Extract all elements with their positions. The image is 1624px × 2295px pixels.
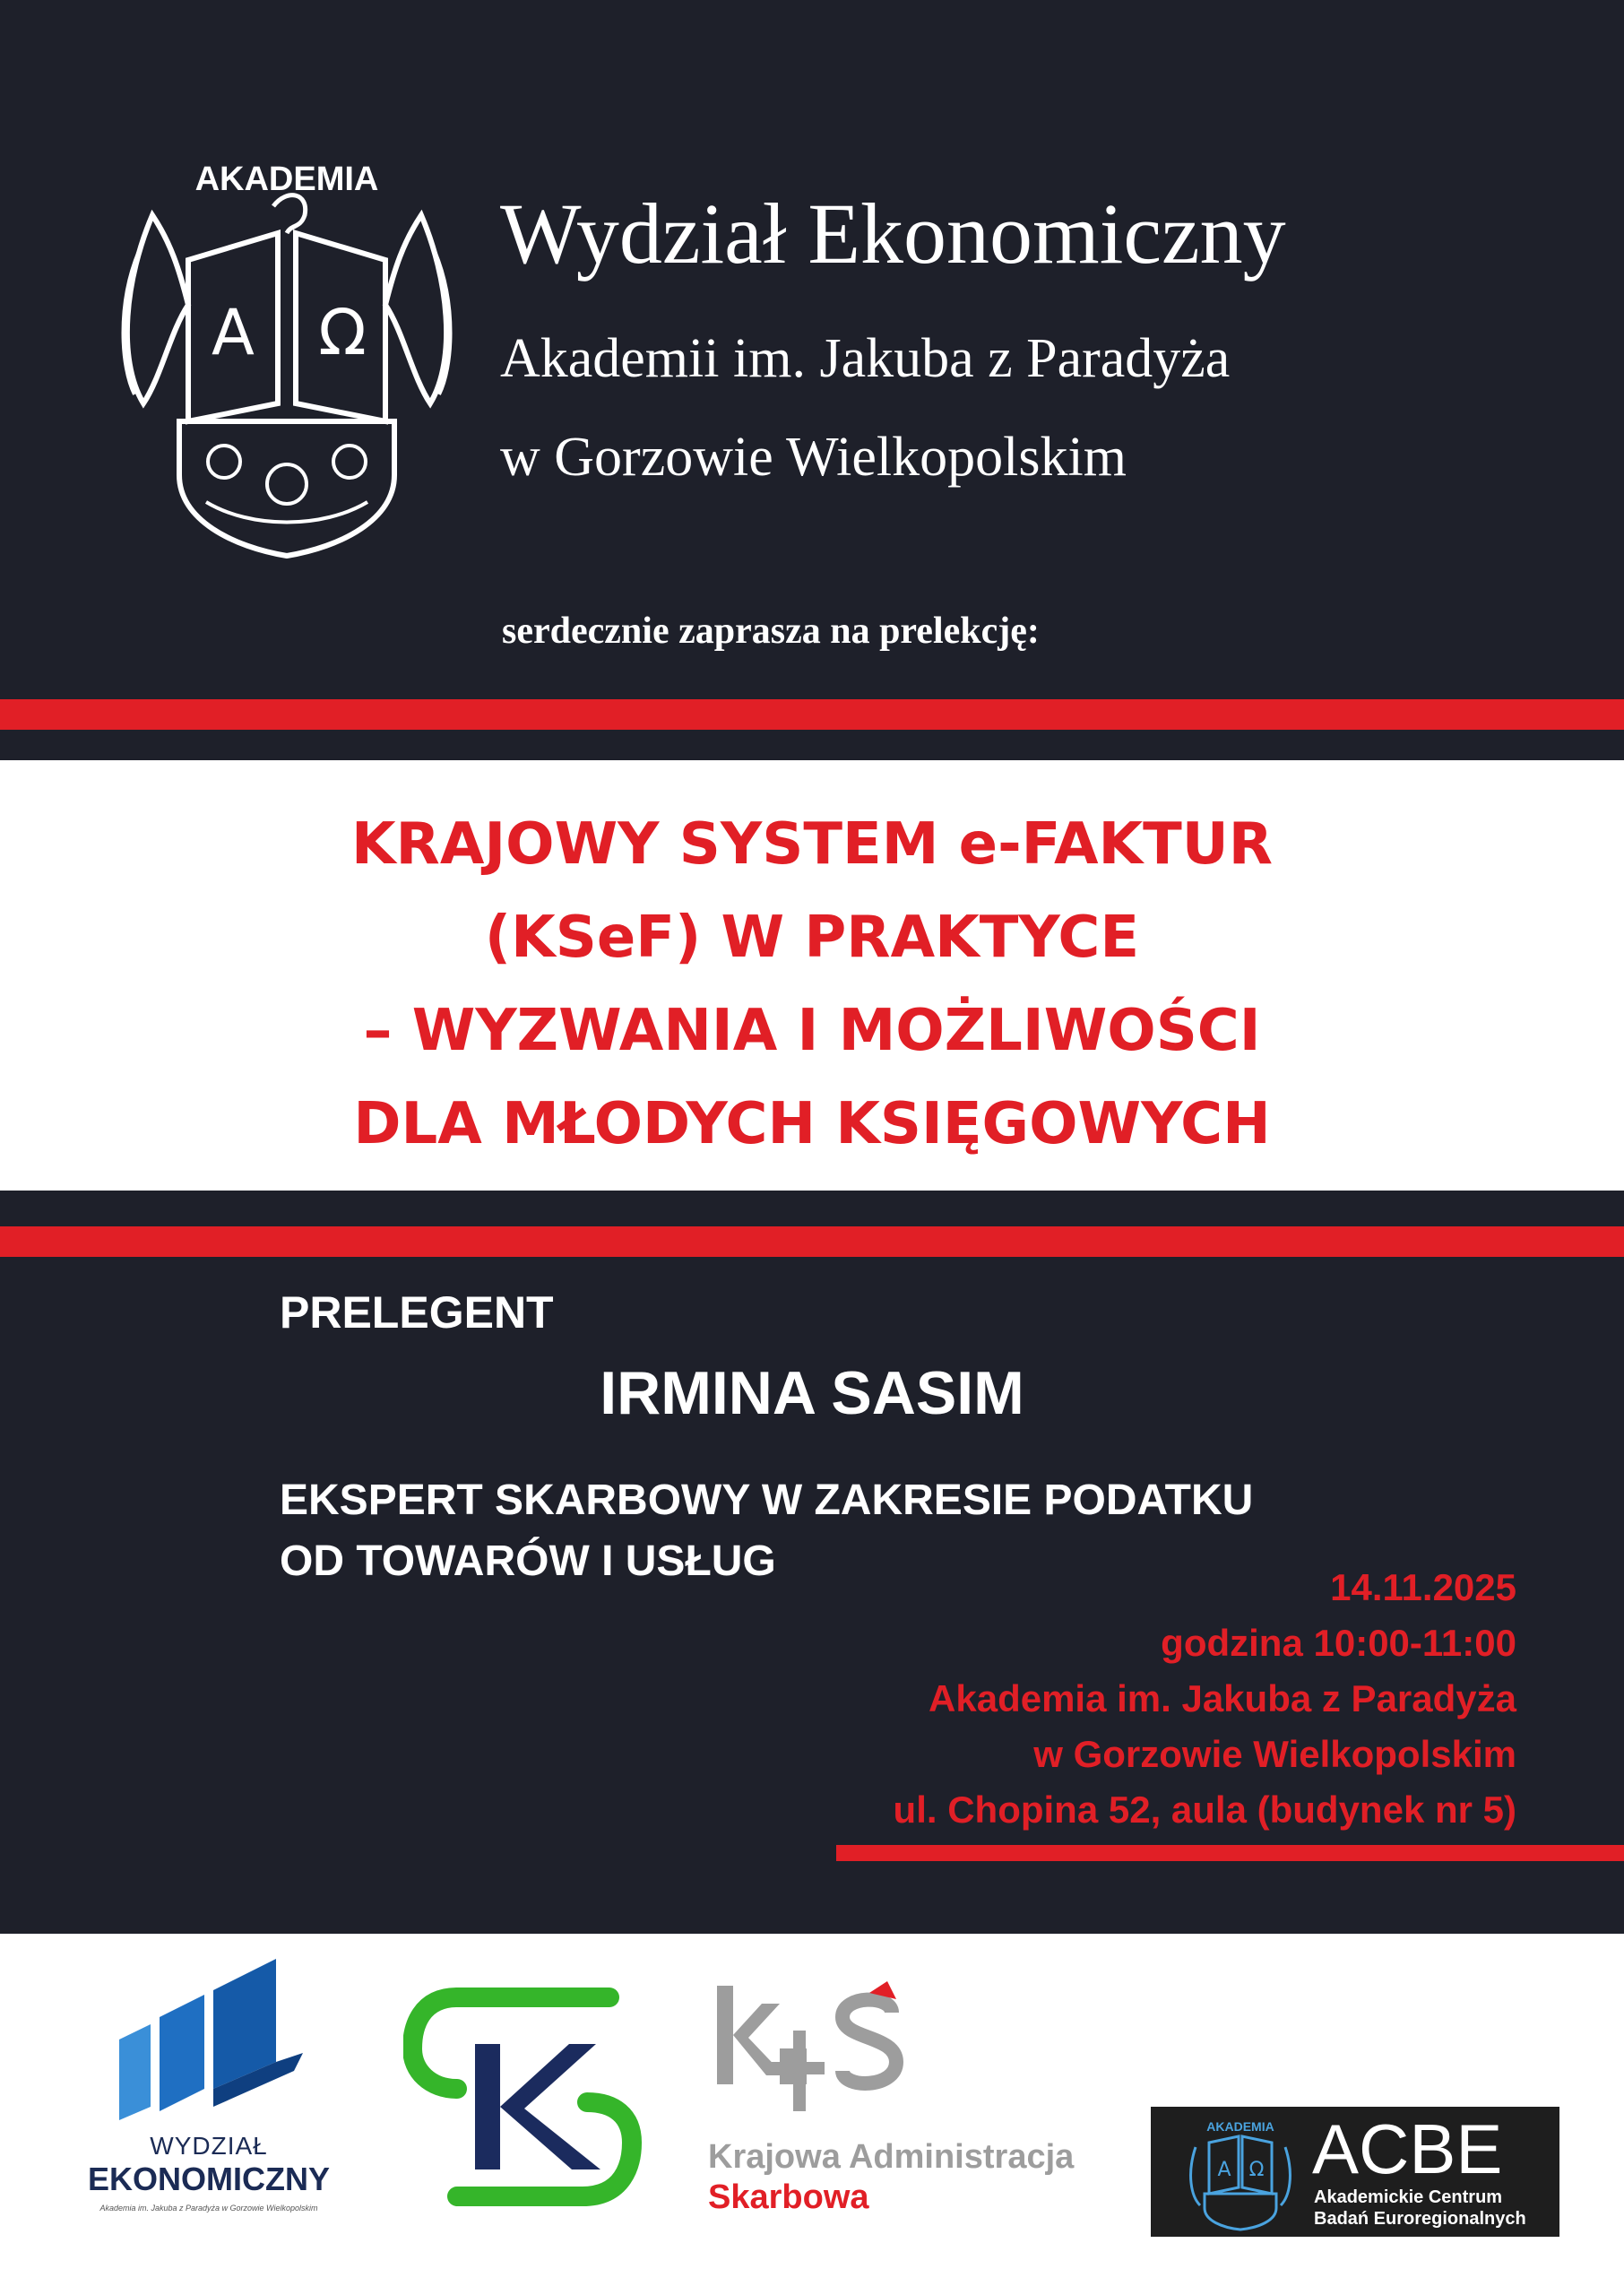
faculty-logo-line3: Akademia im. Jakuba z Paradyża w Gorzowie Wielkopolskim <box>99 2204 318 2213</box>
svg-text:AKADEMIA: AKADEMIA <box>1206 2119 1274 2134</box>
lecture-title-line: KRAJOWY SYSTEM e-FAKTUR <box>350 811 1274 878</box>
red-stripe <box>0 699 1624 730</box>
lecture-title-line: – WYZWANIA I MOŻLIWOŚCI <box>363 998 1261 1064</box>
divider <box>0 730 1624 760</box>
divider <box>0 1191 1624 1226</box>
lecture-title <box>0 798 1624 1171</box>
speaker-role-line: EKSPERT SKARBOWY W ZAKRESIE PODATKU <box>280 1477 1254 1524</box>
kas-logo-line1: Krajowa Administracja <box>708 2138 1075 2176</box>
faculty-title: Wydział Ekonomiczny <box>500 186 1286 281</box>
faculty-location: w Gorzowie Wielkopolskim <box>500 427 1127 488</box>
svg-text:A: A <box>1217 2159 1231 2181</box>
acbe-logo-subtitle: Badań Euroregionalnych <box>1314 2209 1526 2229</box>
svg-text:AKADEMIA: AKADEMIA <box>194 160 379 198</box>
lecture-title-line: DLA MŁODYCH KSIĘGOWYCH <box>353 1091 1271 1157</box>
acbe-logo-title: ACBE <box>1312 2109 1503 2188</box>
event-venue: Akademia im. Jakuba z Paradyża <box>929 1677 1516 1719</box>
event-address: ul. Chopina 52, aula (budynek nr 5) <box>893 1788 1516 1831</box>
speaker-name: IRMINA SASIM <box>600 1359 1024 1427</box>
event-details <box>894 1560 1516 1838</box>
faculty-logo-line2: EKONOMICZNY <box>88 2161 330 2197</box>
event-time: godzina 10:00-11:00 <box>1161 1622 1516 1664</box>
event-date: 14.11.2025 <box>1330 1566 1516 1608</box>
faculty-logo <box>70 1954 348 2232</box>
invitation-text: serdecznie zaprasza na prelekcję: <box>502 611 1040 652</box>
red-stripe <box>0 1226 1624 1257</box>
svg-text:A: A <box>212 296 255 369</box>
lecture-title-line: (KSeF) W PRAKTYCE <box>484 905 1140 971</box>
acbe-logo-subtitle: Akademickie Centrum <box>1314 2187 1503 2207</box>
svg-text:Ω: Ω <box>1248 2159 1265 2181</box>
speaker-role-line: OD TOWARÓW I USŁUG <box>280 1537 776 1585</box>
acbe-logo <box>1151 2107 1559 2237</box>
event-venue-city: w Gorzowie Wielkopolskim <box>1033 1733 1516 1775</box>
svg-text:Ω: Ω <box>318 296 367 369</box>
kas-logo <box>708 1977 1120 2219</box>
faculty-subtitle: Akademii im. Jakuba z Paradyża <box>500 328 1231 389</box>
kas-logo-line2: Skarbowa <box>708 2178 869 2216</box>
academy-crest-logo <box>117 152 457 565</box>
red-underline <box>836 1845 1624 1861</box>
ksef-logo <box>403 1981 645 2214</box>
speaker-label: PRELEGENT <box>280 1287 554 1338</box>
faculty-logo-line1: WYDZIAŁ <box>150 2132 268 2160</box>
